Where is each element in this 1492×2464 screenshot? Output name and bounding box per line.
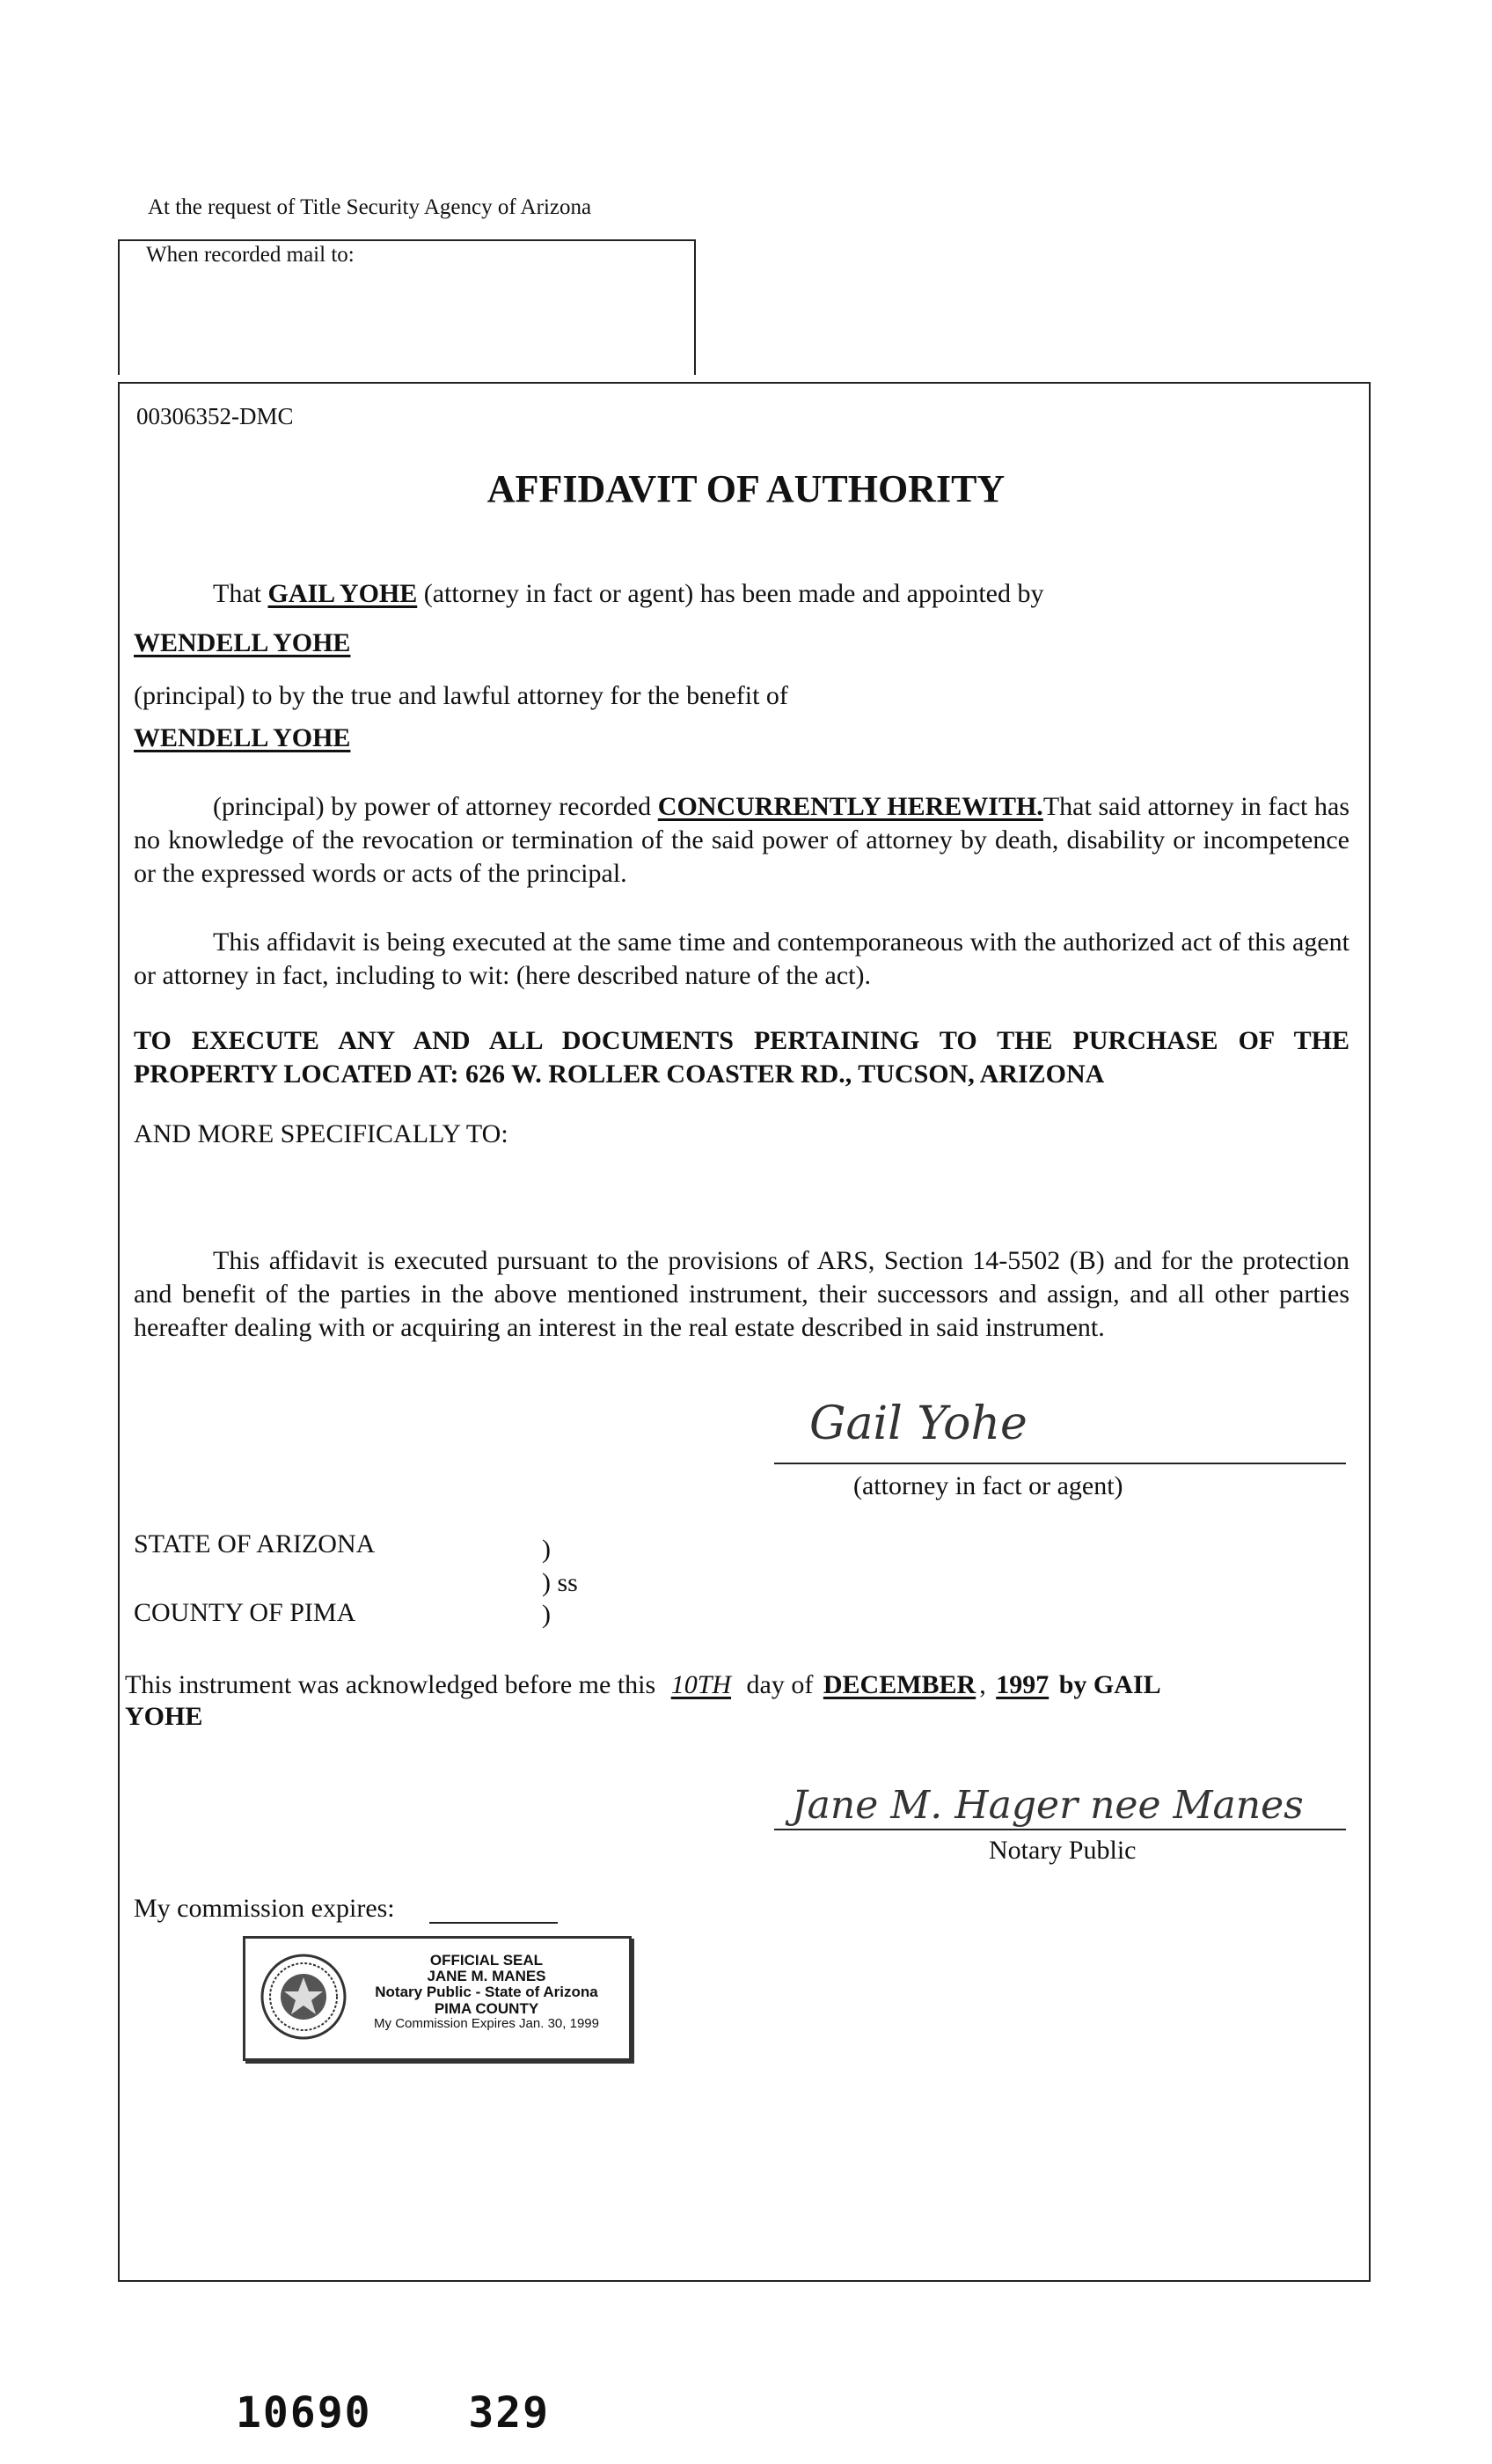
- acknowledgment-line: [125, 1668, 1357, 1702]
- mail-to-label: When recorded mail to:: [146, 243, 355, 267]
- purpose-statement: TO EXECUTE ANY AND ALL DOCUMENTS PERTAINING TO THE PURCHASE OF THE PROPERTY LOCATED AT: 626 W. ROLLER COASTER RD., TUCSON, ARIZONA: [134, 1026, 1349, 1089]
- principal-name-1: WENDELL YOHE: [134, 628, 351, 657]
- venue-state: STATE OF ARIZONA: [134, 1529, 376, 1558]
- state-seal-icon: [260, 1953, 347, 2041]
- page-number: 329: [468, 2388, 551, 2438]
- agent-signature: Gail Yohe: [809, 1397, 1028, 1450]
- acknowledgment-by: by GAIL: [1058, 1670, 1161, 1699]
- agent-signature-line: [774, 1463, 1346, 1464]
- recording-numbers: [236, 2388, 550, 2438]
- stamp-line-1: OFFICIAL SEAL: [429, 1952, 544, 1969]
- stamp-line-3: Notary Public - State of Arizona: [375, 1984, 598, 2001]
- venue-paren-top: ): [542, 1535, 551, 1564]
- poa-lead: (principal) by power of attorney recorded: [213, 792, 652, 821]
- poa-recorded: CONCURRENTLY HEREWITH.: [657, 792, 1043, 821]
- book-number: 10690: [236, 2388, 372, 2438]
- agent-signature-caption: (attorney in fact or agent): [853, 1471, 1123, 1500]
- acknowledgment-text: This instrument was acknowledged before me this: [125, 1670, 656, 1699]
- acknowledgment-day: 10TH: [670, 1670, 732, 1699]
- notary-signature: Jane M. Hager nee Manes: [792, 1783, 1304, 1828]
- official-seal-stamp: [243, 1936, 632, 2061]
- acknowledgment-comma: ,: [979, 1670, 986, 1699]
- agent-role-text: (attorney in fact or agent) has been made and appointed by: [423, 579, 1044, 608]
- principal-line: (principal) to by the true and lawful attorney for the benefit of: [134, 681, 788, 710]
- commission-expires-blank: [429, 1922, 558, 1924]
- acknowledgment-month: DECEMBER: [823, 1670, 976, 1699]
- agent-name: GAIL YOHE: [267, 579, 418, 608]
- notary-caption: Notary Public: [989, 1836, 1137, 1865]
- venue-ss: ) ss: [542, 1568, 578, 1597]
- request-line: At the request of Title Security Agency of Arizona: [148, 195, 592, 219]
- notary-signature-line: [774, 1829, 1346, 1830]
- statute-paragraph: This affidavit is executed pursuant to the provisions of ARS, Section 14-5502 (B) and for the protection and benefit of the parties in the above mentioned instrument, their successors and assign, and all other parties hereafter dealing with or acquiring an interest in the real estate described in said instrument.: [134, 1246, 1349, 1342]
- execution-paragraph: This affidavit is being executed at the same time and contemporaneous with the authorized act of this agent or attorney in fact, including to wit: (here described nature of the act).: [134, 928, 1349, 990]
- more-specifically-label: AND MORE SPECIFICALLY TO:: [134, 1119, 508, 1148]
- poa-rest: That said attorney in fact has no knowledge of the revocation or termination of the said power of attorney by death, disability or incompetence or the expressed words or acts of the principal.: [134, 792, 1350, 888]
- stamp-line-4: PIMA COUNTY: [434, 1999, 539, 2017]
- file-number: 00306352-DMC: [136, 403, 294, 429]
- commission-expires-label: My commission expires:: [134, 1894, 395, 1923]
- acknowledgment-name-cont: YOHE: [125, 1702, 203, 1731]
- stamp-line-2: JANE M. MANES: [427, 1968, 546, 1985]
- appointment-lead: That: [213, 579, 261, 608]
- stamp-line-5: My Commission Expires Jan. 30, 1999: [374, 2015, 599, 2031]
- acknowledgment-year: 1997: [996, 1670, 1050, 1699]
- acknowledgment-day-of: day of: [746, 1670, 814, 1699]
- power-of-attorney-paragraph: [134, 790, 1349, 891]
- principal-name-2: WENDELL YOHE: [134, 723, 351, 752]
- appointment-line: [134, 577, 1349, 611]
- stamp-text: [353, 1953, 620, 2031]
- venue-county: COUNTY OF PIMA: [134, 1598, 356, 1627]
- document-title: AFFIDAVIT OF AUTHORITY: [486, 467, 1006, 510]
- venue-paren-bottom: ): [542, 1600, 551, 1629]
